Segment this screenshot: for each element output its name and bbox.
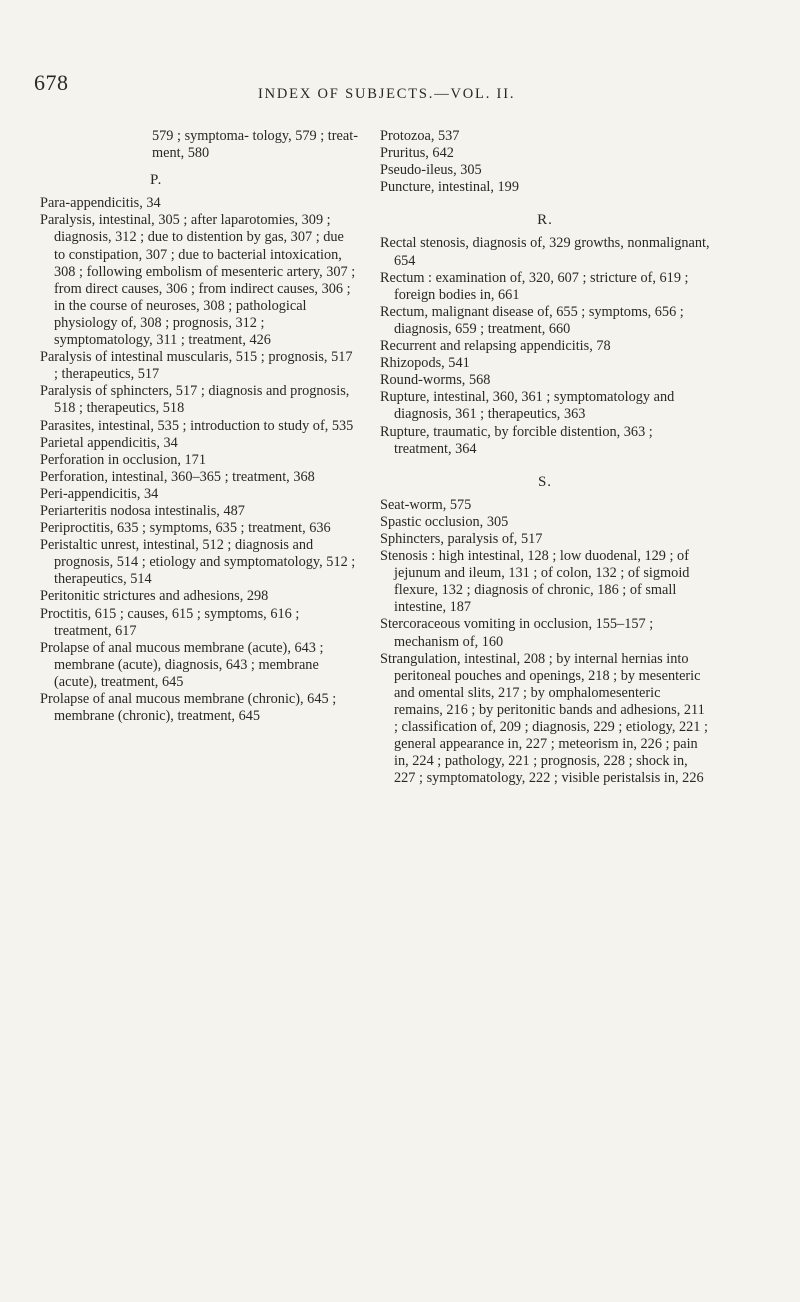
index-entry: Paralysis of intestinal muscularis, 515 ; prognosis, 517 ; therapeutics, 517	[40, 349, 353, 383]
index-entry: Perforation, intestinal, 360–365 ; treatment, 368	[40, 468, 315, 485]
index-column-right	[380, 128, 710, 787]
running-head: INDEX OF SUBJECTS.—VOL. II.	[258, 86, 516, 102]
index-entry: Rupture, traumatic, by forcible distention, 363 ; treatment, 364	[380, 423, 653, 457]
index-entry: Pseudo-ileus, 305	[380, 162, 482, 179]
index-column-left	[40, 128, 358, 725]
index-entry: Proctitis, 615 ; causes, 615 ; symptoms, 616 ; treatment, 617	[40, 605, 300, 639]
index-entry: Paralysis of sphincters, 517 ; diagnosis and prognosis, 518 ; therapeutics, 518	[40, 383, 350, 417]
index-entry: Parietal appendicitis, 34	[40, 434, 178, 451]
index-entry: Periproctitis, 635 ; symptoms, 635 ; treatment, 636	[40, 520, 331, 537]
index-entry: Prolapse of anal mucous membrane (acute), 643 ; membrane (acute), diagnosis, 643 ; membrane (acute), treatment, 645	[40, 639, 324, 690]
index-entry: Protozoa, 537	[380, 128, 460, 144]
index-entry: Strangulation, intestinal, 208 ; by internal hernias into peritoneal pouches and openings, 218 ; by mesenteric and omental slits, 217 ; by omphalomesenteric remains, 216 ; by peritonitic bands and adhesions, 211 ; classification of, 209 ; diagnosis, 229 ; etiology, 221 ; general appearance in, 227 ; meteorism in, 226 ; pain in, 224 ; pathology, 221 ; prognosis, 228 ; shock in, 227 ; symptomatology, 222 ; visible peristalsis in, 226	[380, 650, 708, 787]
index-entry: Rhizopods, 541	[380, 355, 470, 372]
index-entry: Paralysis, intestinal, 305 ; after laparotomies, 309 ; diagnosis, 312 ; due to distention by gas, 307 ; due to constipation, 307 ; due to bacterial intoxication, 308 ; following embolism of mesenteric artery, 307 ; from direct causes, 306 ; from indirect causes, 306 ; in the course of neuroses, 308 ; pathological physiology of, 308 ; prognosis, 312 ; symptomatology, 311 ; treatment, 426	[40, 212, 356, 349]
index-entry: Parasites, intestinal, 535 ; introduction to study of, 535	[40, 417, 354, 434]
index-entry: Rupture, intestinal, 360, 361 ; symptomatology and diagnosis, 361 ; therapeutics, 363	[380, 389, 675, 423]
index-entry: Rectum : examination of, 320, 607 ; stricture of, 619 ; foreign bodies in, 661	[380, 269, 689, 303]
index-entry: Perforation in occlusion, 171	[40, 451, 206, 468]
index-entry: Periarteritis nodosa intestinalis, 487	[40, 502, 245, 519]
section-letter-r: R.	[537, 212, 553, 229]
index-entry: Para-appendicitis, 34	[40, 195, 161, 212]
index-entry: Stercoraceous vomiting in occlusion, 155–157 ; mechanism of, 160	[380, 616, 654, 650]
index-entry-continuation: 579 ; symptoma- tology, 579 ; treat- ment, 580	[152, 128, 358, 162]
index-entry: Spastic occlusion, 305	[380, 513, 509, 530]
index-entry: Round-worms, 568	[380, 372, 491, 389]
index-entry: Rectum, malignant disease of, 655 ; symptoms, 656 ; diagnosis, 659 ; treatment, 660	[380, 303, 684, 337]
index-entry: Sphincters, paralysis of, 517	[380, 530, 543, 547]
index-entry: Peristaltic unrest, intestinal, 512 ; diagnosis and prognosis, 514 ; etiology and symptomatology, 512 ; therapeutics, 514	[40, 537, 356, 588]
page-number: 678	[34, 70, 69, 95]
index-entry: Seat-worm, 575	[380, 496, 472, 513]
section-letter-p: P.	[150, 172, 163, 189]
index-entry: Recurrent and relapsing appendicitis, 78	[380, 338, 611, 355]
index-entry: Puncture, intestinal, 199	[380, 179, 519, 196]
index-entry: Rectal stenosis, diagnosis of, 329 growths, nonmalignant, 654	[380, 235, 710, 269]
index-entry: Peri-appendicitis, 34	[40, 485, 159, 502]
index-entry: Peritonitic strictures and adhesions, 298	[40, 588, 269, 605]
index-entry: Prolapse of anal mucous membrane (chronic), 645 ; membrane (chronic), treatment, 645	[40, 691, 337, 725]
index-entry: Stenosis : high intestinal, 128 ; low duodenal, 129 ; of jejunum and ileum, 131 ; of colon, 132 ; of sigmoid flexure, 132 ; diagnosis of chronic, 186 ; of small intestine, 187	[380, 548, 690, 616]
index-entry: Pruritus, 642	[380, 145, 454, 162]
section-letter-s: S.	[537, 473, 553, 490]
